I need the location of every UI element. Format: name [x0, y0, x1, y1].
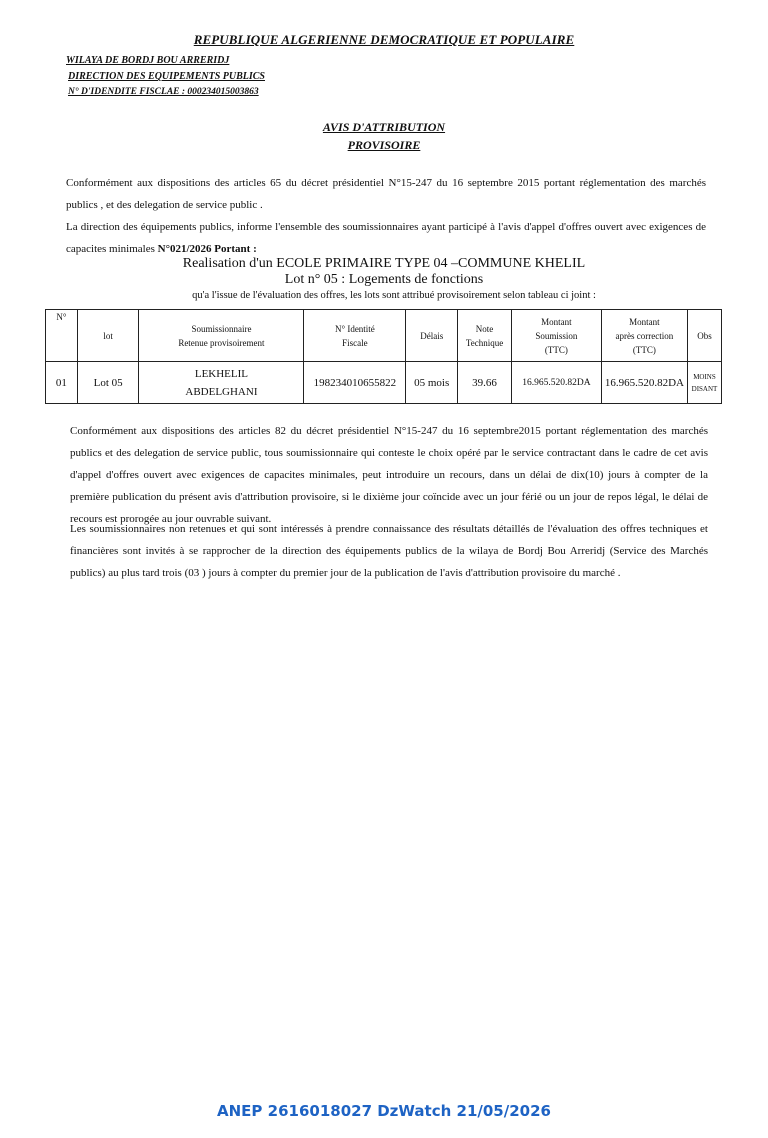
- header-montant-correction: [601, 310, 687, 362]
- fiscal-id-label: N° D'IDENDITE FISCLAE : 000234015003863: [68, 87, 259, 97]
- header-mc-line1: Montant: [629, 316, 660, 327]
- row-no: 01: [46, 362, 78, 404]
- project-lot: Lot n° 05 : Logements de fonctions: [284, 272, 484, 287]
- header-no: N°: [46, 310, 78, 362]
- header-soumissionnaire: [139, 310, 304, 362]
- recours-paragraph-1: Conformément aux dispositions des articles 82 du décret présidentiel N°15-247 du 16 septembre2015 portant réglementation des marchés publics et des delegation de service public, tous soumissionnaire qui conteste le choix opéré par le service contractant dans le cadre de cet avis d'appel d'offres ouvert avec exigences de capacites minimales, peut introduire un recours, dans un délai de dix(10) jours à compter de la première publication du présent avis d'attribution provisoire, si le dixième jour coïncide avec un jour férié ou un jour de repos légal, le délai de recours est prorogée au jour ouvrable suivant.: [70, 425, 708, 525]
- row-soumissionnaire-line1: LEKHELIL: [194, 367, 249, 380]
- attribution-table: [45, 309, 722, 404]
- header-note: [458, 310, 512, 362]
- header-ms-line2: Soumission: [535, 330, 578, 341]
- header-ms-line1: Montant: [541, 316, 572, 327]
- row-soumissionnaire: [139, 362, 304, 404]
- header-delais: Délais: [406, 310, 458, 362]
- row-lot: Lot 05: [77, 362, 139, 404]
- table-row: [46, 362, 722, 404]
- row-montant-soumission: 16.965.520.82DA: [511, 362, 601, 404]
- project-name: Realisation d'un ECOLE PRIMAIRE TYPE 04 –COMMUNE KHELIL: [182, 256, 586, 271]
- row-delais: 05 mois: [406, 362, 458, 404]
- row-note: 39.66: [458, 362, 512, 404]
- header-montant-soumission: [511, 310, 601, 362]
- tender-reference: N°021/2026 Portant :: [157, 243, 257, 255]
- row-nif: 198234010655822: [304, 362, 406, 404]
- header-soumissionnaire-line1: Soumissionnaire: [191, 323, 252, 334]
- header-nif-line1: N° Identité: [334, 323, 375, 334]
- header-lot: lot: [77, 310, 139, 362]
- notice-title-line1: AVIS D'ATTRIBUTION: [322, 120, 446, 134]
- header-obs: Obs: [687, 310, 721, 362]
- header-note-line2: Technique: [465, 337, 504, 348]
- row-obs-line2: DISANT: [691, 384, 718, 393]
- header-note-line1: Note: [475, 323, 494, 334]
- row-montant-correction: 16.965.520.82DA: [601, 362, 687, 404]
- header-nif: [304, 310, 406, 362]
- intro-paragraph-1: Conformément aux dispositions des articles 65 du décret présidentiel N°15-247 du 16 septembre 2015 portant réglementation des marchés publics , et des delegation de service public .: [66, 177, 706, 211]
- row-obs-line1: MOINS: [693, 372, 716, 381]
- table-intro-note: qu'a l'issue de l'évaluation des offres, les lots sont attribué provisoirement selon tableau ci joint :: [192, 290, 596, 301]
- header-ms-line3: (TTC): [544, 344, 568, 355]
- intro-paragraph-2-text: La direction des équipements publics, informe l'ensemble des soumissionnaires ayant participé à l'avis d'appel d'offres ouvert avec exigences de capacites minimales: [66, 221, 706, 255]
- republic-header: REPUBLIQUE ALGERIENNE DEMOCRATIQUE ET POPULAIRE: [193, 32, 575, 47]
- wilaya-label: WILAYA DE BORDJ BOU ARRERIDJ: [66, 55, 230, 66]
- row-soumissionnaire-line2: ABDELGHANI: [185, 385, 258, 398]
- header-mc-line3: (TTC): [632, 344, 656, 355]
- row-obs: [687, 362, 721, 404]
- direction-label: DIRECTION DES EQUIPEMENTS PUBLICS: [68, 71, 265, 82]
- intro-paragraph-2: [66, 216, 706, 260]
- notice-title-line2: PROVISOIRE: [347, 138, 421, 152]
- recours-paragraph-2: Les soumissionnaires non retenues et qui sont intéressés à prendre connaissance des résultats détaillés de l'évaluation des offres techniques et financières sont invités à se rapprocher de la direction des équipements publics de la wilaya de Bordj Bou Arreridj (Service des Marchés publics) au plus tard trois (03 ) jours à compter du premier jour de la publication de l'avis d'attribution provisoire du marché .: [70, 523, 708, 579]
- publication-footer: ANEP 2616018027 DzWatch 21/05/2026: [217, 1102, 551, 1120]
- header-mc-line2: après correction: [615, 330, 674, 341]
- table-header-row: [46, 310, 722, 362]
- header-nif-line2: Fiscale: [342, 337, 368, 348]
- header-soumissionnaire-line2: Retenue provisoirement: [178, 337, 265, 348]
